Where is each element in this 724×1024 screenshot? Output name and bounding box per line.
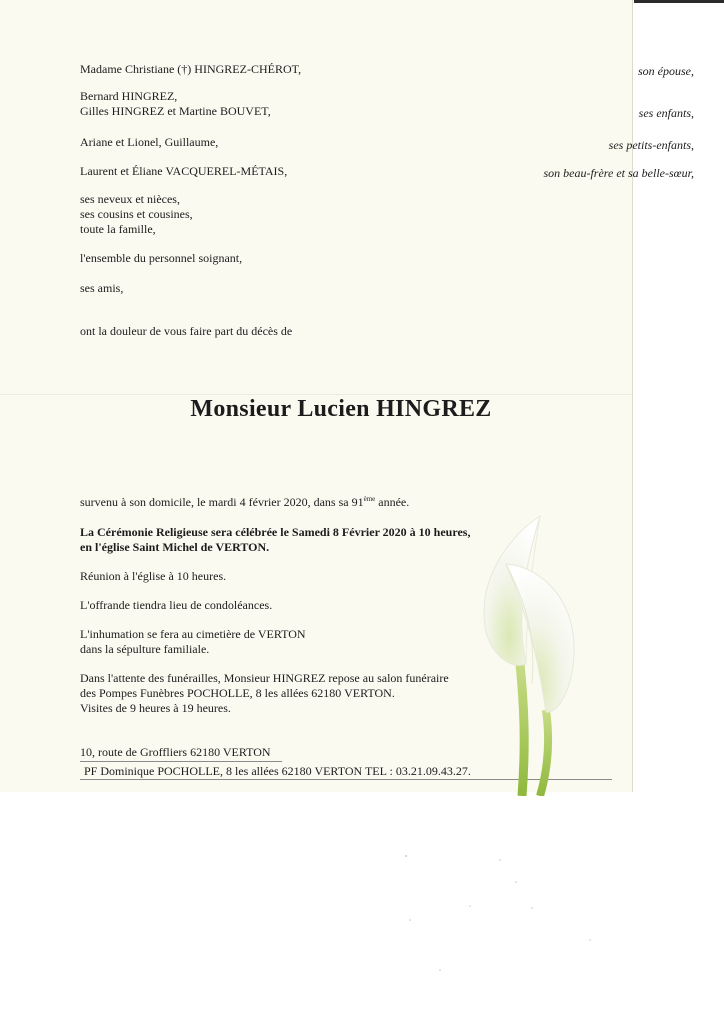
staff-line: l'ensemble du personnel soignant, — [80, 251, 243, 265]
family-name-line: Madame Christiane (†) HINGREZ-CHÉROT, — [80, 62, 302, 76]
death-line-superscript: ème — [363, 495, 376, 503]
family-name-line: Ariane et Lionel, Guillaume, — [80, 135, 219, 149]
deceased-name: Monsieur Lucien HINGREZ — [190, 396, 492, 422]
funeral-home-footer: PF Dominique POCHOLLE, 8 les allées 62180 VERTON TEL : 03.21.09.43.27. — [84, 764, 471, 778]
calla-lily-illustration — [466, 514, 594, 796]
address-underline — [80, 761, 282, 762]
funeral-home-line: des Pompes Funèbres POCHOLLE, 8 les allées 62180 VERTON. — [80, 686, 395, 700]
family-relation: son épouse, — [638, 64, 694, 78]
family-name-line: Laurent et Éliane VACQUEREL-MÉTAIS, — [80, 164, 288, 178]
burial-line: dans la sépulture familiale. — [80, 642, 210, 656]
family-name-line: Gilles HINGREZ et Martine BOUVET, — [80, 104, 271, 118]
ceremony-line: La Cérémonie Religieuse sera célébrée le Samedi 8 Février 2020 à 10 heures, — [80, 525, 471, 539]
family-relation: ses petits-enfants, — [608, 138, 694, 152]
home-address: 10, route de Groffliers 62180 VERTON — [80, 745, 271, 759]
relatives-line: ses cousins et cousines, — [80, 207, 193, 221]
fold-line — [0, 394, 632, 395]
relatives-line: ses neveux et nièces, — [80, 192, 180, 206]
relatives-line: toute la famille, — [80, 222, 156, 236]
funeral-home-line: Dans l'attente des funérailles, Monsieur HINGREZ repose au salon funéraire — [80, 671, 449, 685]
scan-edge-line — [634, 0, 724, 3]
burial-line: L'inhumation se fera au cimetière de VERTON — [80, 627, 306, 641]
family-relation: son beau-frère et sa belle-sœur, — [543, 166, 694, 180]
death-line-text: survenu à son domicile, le mardi 4 février 2020, dans sa 91 — [80, 495, 364, 509]
family-relation: ses enfants, — [638, 106, 694, 120]
announcement-line: ont la douleur de vous faire part du décès de — [80, 324, 293, 338]
death-line-end: année. — [375, 495, 410, 509]
family-name-line: Bernard HINGREZ, — [80, 89, 178, 103]
offering-line: L'offrande tiendra lieu de condoléances. — [80, 598, 273, 612]
friends-line: ses amis, — [80, 281, 124, 295]
death-line — [80, 495, 409, 510]
scan-speckles — [380, 820, 724, 1020]
meeting-line: Réunion à l'église à 10 heures. — [80, 569, 227, 583]
ceremony-line: en l'église Saint Michel de VERTON. — [80, 540, 270, 554]
funeral-home-line: Visites de 9 heures à 19 heures. — [80, 701, 231, 715]
